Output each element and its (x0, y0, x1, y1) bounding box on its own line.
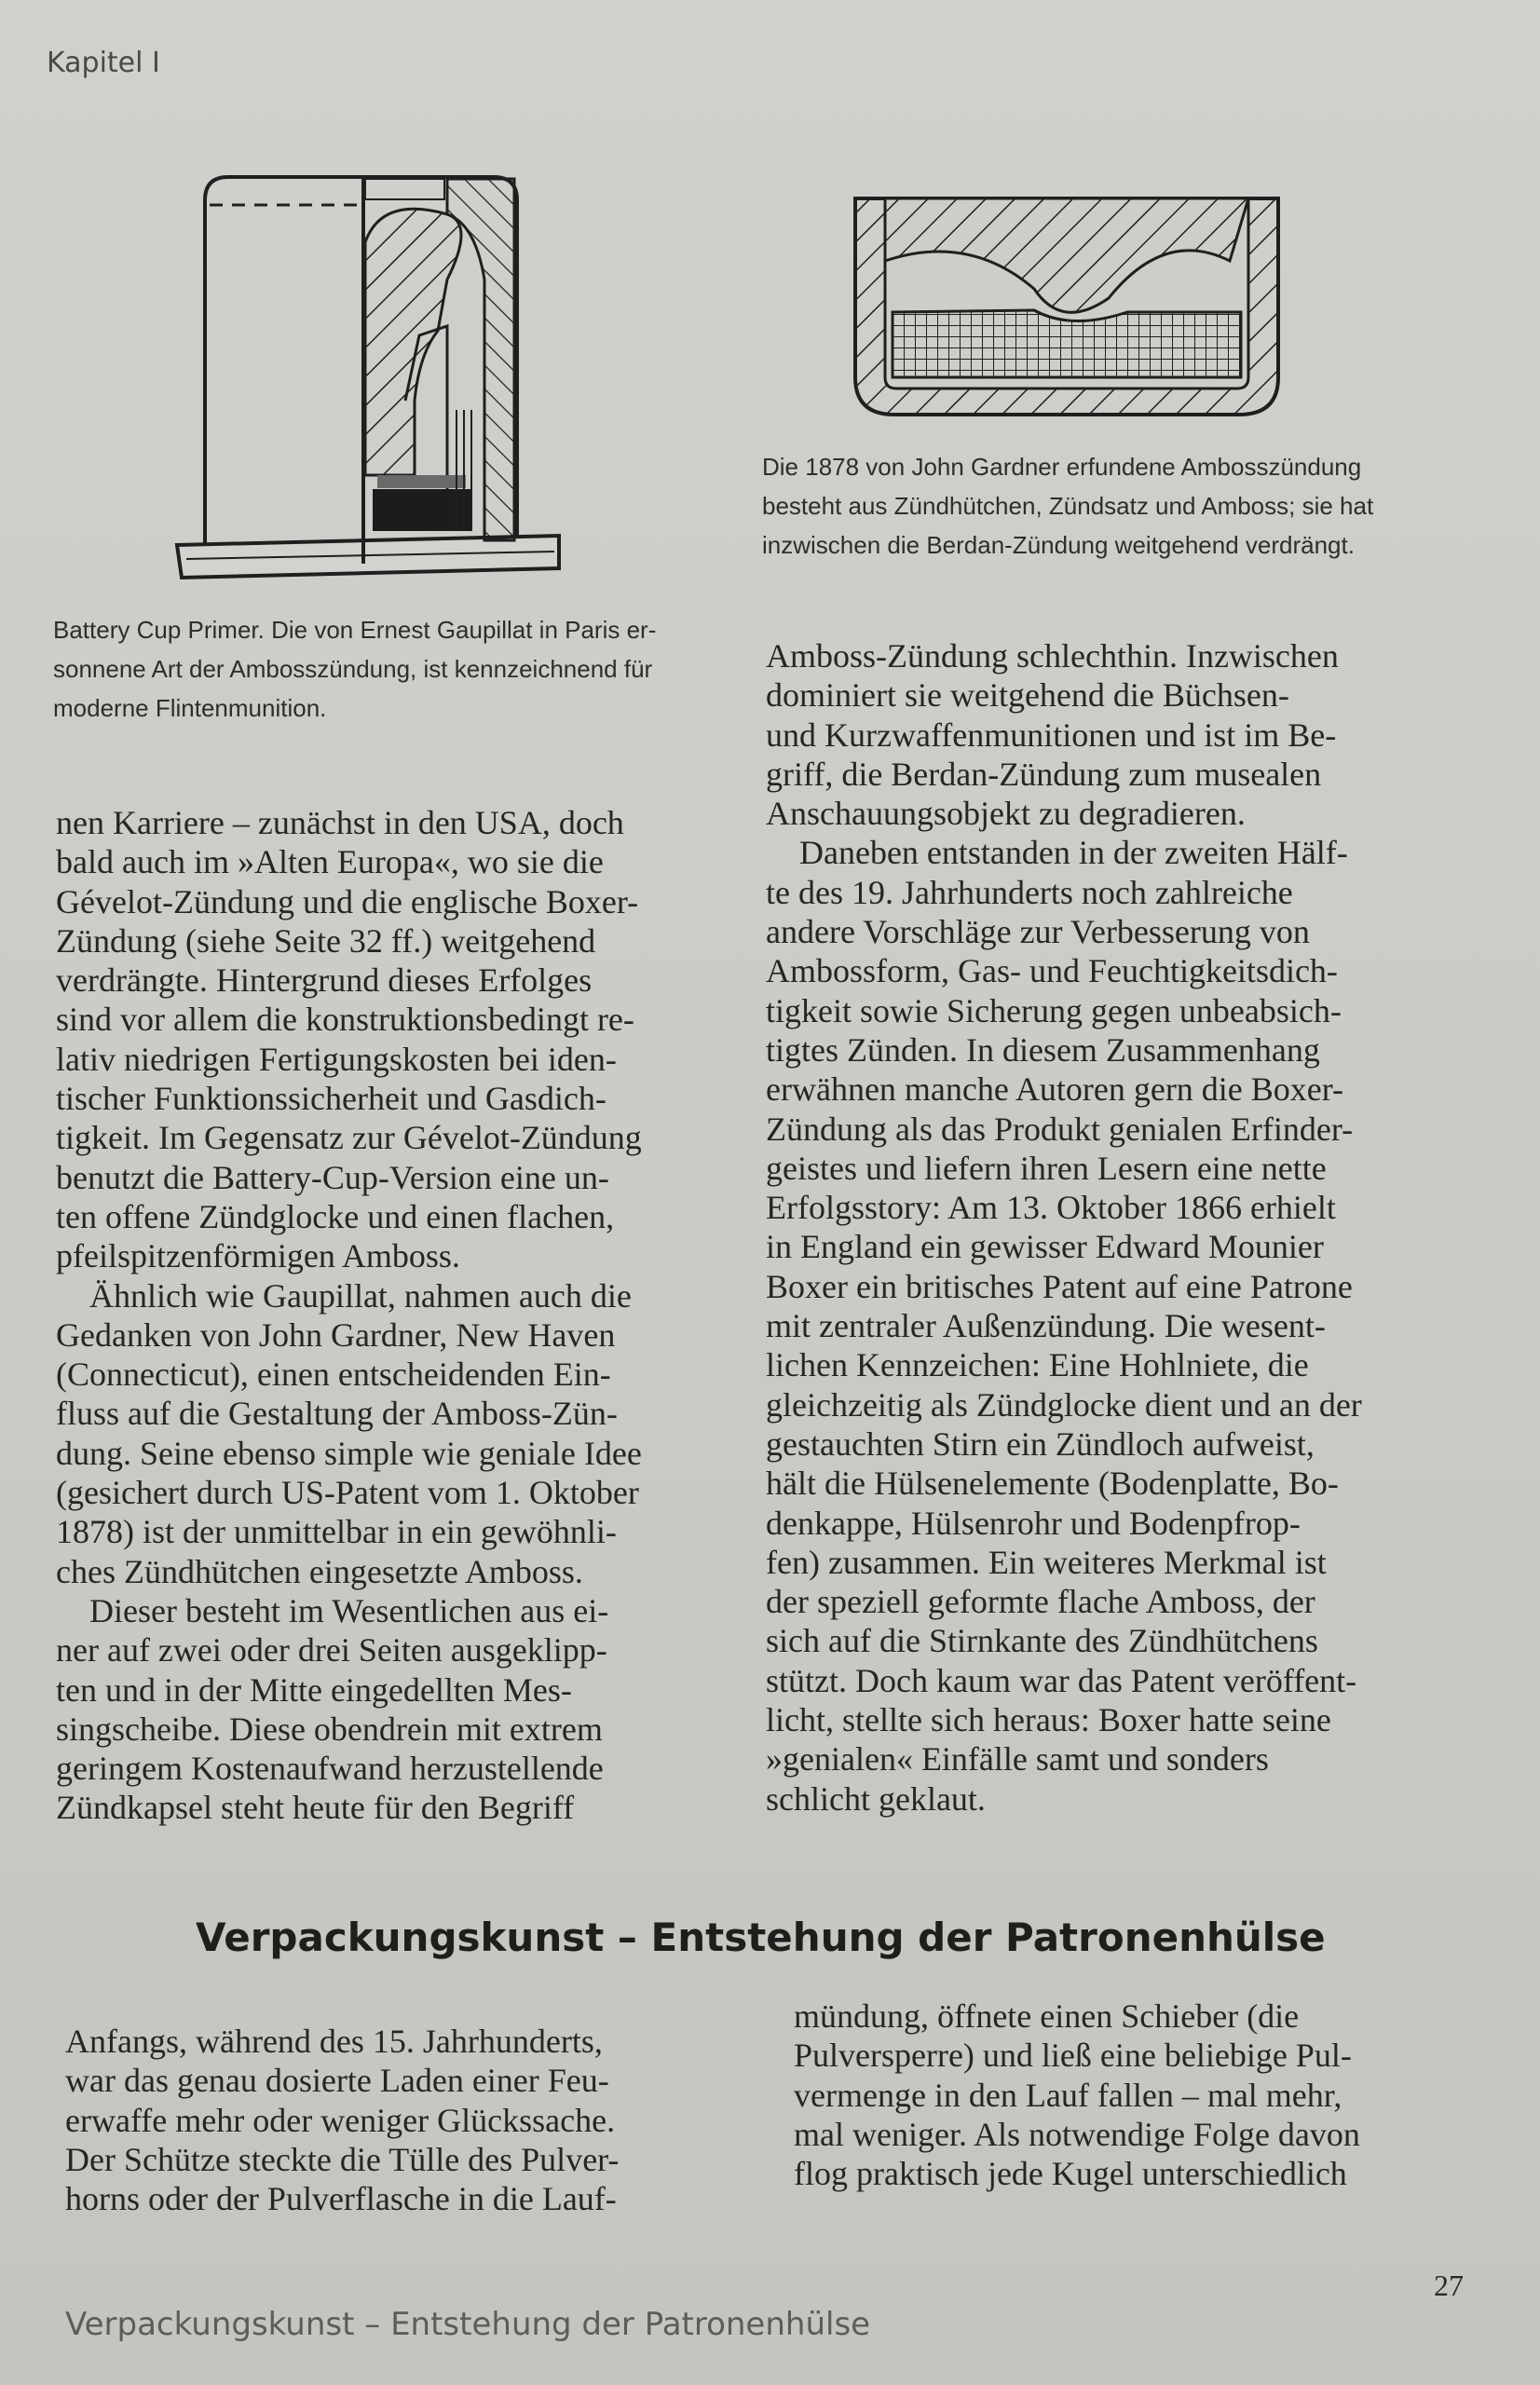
text-line: Zündung als das Produkt genialen Erfinder- (766, 1110, 1354, 1148)
text-line: denkappe, Hülsenrohr und Bodenpfrop- (766, 1504, 1301, 1542)
text-line: tigtes Zünden. In diesem Zusammenhang (766, 1030, 1320, 1069)
text-line: tischer Funktionssicherheit und Gasdich- (56, 1080, 606, 1118)
text-line: nen Karriere – zunächst in den USA, doch (56, 804, 624, 841)
text-line: der speziell geformte flache Amboss, der (766, 1583, 1315, 1621)
text-line: dominiert sie weitgehend die Büchsen- (766, 676, 1289, 715)
text-line: bald auch im »Alten Europa«, wo sie die (56, 843, 604, 881)
text-line: horns oder der Pulverflasche in die Lauf- (65, 2180, 617, 2218)
caption-line: Die 1878 von John Gardner erfundene Ambosszündung (762, 453, 1362, 481)
caption-line: moderne Flintenmunition. (53, 694, 327, 722)
caption-line: inzwischen die Berdan-Zündung weitgehend verdrängt. (762, 531, 1355, 559)
caption-right (762, 447, 1470, 565)
section-column-left (65, 2022, 731, 2218)
paragraph (794, 1997, 1463, 2193)
text-line: benutzt die Battery-Cup-Version eine un- (56, 1158, 609, 1196)
text-line: flog praktisch jede Kugel unterschiedlich (794, 2155, 1347, 2193)
text-line: Ambossform, Gas- und Feuchtigkeitsdich- (766, 952, 1338, 990)
caption-line: Battery Cup Primer. Die von Ernest Gaupillat in Paris er- (53, 616, 657, 644)
text-line: geistes und liefern ihren Lesern eine nette (766, 1149, 1327, 1187)
text-line: Anschauungsobjekt zu degradieren. (766, 795, 1246, 833)
paragraph (56, 1276, 727, 1315)
text-line: fen) zusammen. Ein weiteres Merkmal ist (766, 1543, 1327, 1581)
text-line: mit zentraler Außenzündung. Die wesent- (766, 1307, 1326, 1345)
paragraph (766, 873, 1460, 1819)
text-line: und Kurzwaffenmunitionen und ist im Be- (766, 716, 1337, 754)
text-line: mündung, öffnete einen Schieber (die (794, 1997, 1300, 2035)
paragraph (56, 1630, 727, 1827)
text-line: Zündkapsel steht heute für den Begriff (56, 1789, 575, 1827)
text-line: ten offene Zündglocke und einen flachen, (56, 1197, 615, 1235)
text-line: Dieser besteht im Wesentlichen aus ei- (89, 1591, 609, 1629)
caption-line: sonnene Art der Ambosszündung, ist kennzeichnend für (53, 655, 653, 683)
text-line: Erfolgsstory: Am 13. Oktober 1866 erhielt (766, 1189, 1336, 1227)
section-column-right (794, 1997, 1463, 2193)
text-line: dung. Seine ebenso simple wie geniale Idee (56, 1434, 642, 1472)
text-line: vermenge in den Lauf fallen – mal mehr, (794, 2076, 1342, 2114)
gardner-anvil-primer-diagram (848, 191, 1286, 424)
paragraph (56, 1315, 727, 1591)
text-line: fluss auf die Gestaltung der Amboss-Zün- (56, 1395, 618, 1433)
text-line: erwähnen manche Autoren gern die Boxer- (766, 1070, 1344, 1109)
paragraph (766, 833, 1460, 872)
text-line: hält die Hülsenelemente (Bodenplatte, Bo- (766, 1465, 1339, 1503)
paragraph (65, 2022, 731, 2218)
text-line: gestauchten Stirn ein Zündloch aufweist, (766, 1424, 1315, 1463)
caption-line: besteht aus Zündhütchen, Zündsatz und Amboss; sie hat (762, 492, 1374, 520)
text-line: Daneben entstanden in der zweiten Hälf- (799, 834, 1348, 872)
text-line: »genialen« Einfälle samt und sonders (766, 1740, 1269, 1779)
text-line: tigkeit sowie Sicherung gegen unbeabsich- (766, 991, 1342, 1029)
text-line: Anfangs, während des 15. Jahrhunderts, (65, 2023, 603, 2060)
text-line: lichen Kennzeichen: Eine Hohlniete, die (766, 1346, 1309, 1384)
column-right (766, 636, 1460, 1819)
section-title: Verpackungskunst – Entstehung der Patronenhülse (196, 1915, 1326, 1960)
text-line: tigkeit. Im Gegensatz zur Gévelot-Zündung (56, 1119, 642, 1157)
text-line: gleichzeitig als Zündglocke dient und an der (766, 1385, 1362, 1424)
text-line: (Connecticut), einen entscheidenden Ein- (56, 1356, 611, 1394)
running-footer: Verpackungskunst – Entstehung der Patronenhülse (65, 2306, 871, 2343)
paragraph (766, 636, 1460, 833)
text-line: Der Schütze steckte die Tülle des Pulver- (65, 2140, 620, 2178)
text-line: ches Zündhütchen eingesetzte Amboss. (56, 1552, 583, 1590)
text-line: Ähnlich wie Gaupillat, nahmen auch die (89, 1276, 632, 1315)
paragraph (56, 1591, 727, 1630)
text-line: schlicht geklaut. (766, 1779, 986, 1818)
text-line: Gévelot-Zündung und die englische Boxer- (56, 882, 639, 920)
text-line: ten und in der Mitte eingedellten Mes- (56, 1670, 572, 1709)
text-line: sind vor allem die konstruktionsbedingt re- (56, 1001, 634, 1039)
column-left (56, 803, 727, 1828)
text-line: stützt. Doch kaum war das Patent veröffent- (766, 1661, 1357, 1699)
text-line: geringem Kostenaufwand herzustellende (56, 1750, 604, 1788)
battery-cup-primer-diagram (168, 168, 578, 587)
text-line: Gedanken von John Gardner, New Haven (56, 1315, 616, 1354)
text-line: Pulversperre) und ließ eine beliebige Pul- (794, 2037, 1352, 2075)
running-head: Kapitel I (47, 47, 160, 79)
page-number: 27 (1434, 2269, 1464, 2302)
text-line: Boxer ein britisches Patent auf eine Patrone (766, 1267, 1353, 1305)
text-line: sich auf die Stirnkante des Zündhütchens (766, 1622, 1318, 1660)
text-line: 1878) ist der unmittelbar in ein gewöhnli- (56, 1513, 617, 1551)
text-line: andere Vorschläge zur Verbesserung von (766, 913, 1310, 951)
text-line: war das genau dosierte Laden einer Feu- (65, 2062, 609, 2100)
text-line: erwaffe mehr oder weniger Glückssache. (65, 2101, 616, 2139)
text-line: in England ein gewisser Edward Mounier (766, 1228, 1324, 1266)
text-line: lativ niedrigen Fertigungskosten bei iden- (56, 1040, 617, 1078)
text-line: Amboss-Zündung schlechthin. Inzwischen (766, 637, 1339, 675)
text-line: Zündung (siehe Seite 32 ff.) weitgehend (56, 921, 596, 960)
text-line: ner auf zwei oder drei Seiten ausgeklipp- (56, 1631, 607, 1670)
text-line: singscheibe. Diese obendrein mit extrem (56, 1710, 603, 1748)
caption-left (53, 610, 705, 728)
text-line: te des 19. Jahrhunderts noch zahlreiche (766, 873, 1293, 911)
text-line: mal weniger. Als notwendige Folge davon (794, 2115, 1360, 2153)
text-line: verdrängte. Hintergrund dieses Erfolges (56, 961, 593, 1000)
paragraph (56, 803, 727, 1276)
text-line: licht, stellte sich heraus: Boxer hatte seine (766, 1701, 1331, 1739)
text-line: (gesichert durch US-Patent vom 1. Oktober (56, 1474, 639, 1512)
text-line: griff, die Berdan-Zündung zum musealen (766, 755, 1322, 793)
text-line: pfeilspitzenförmigen Amboss. (56, 1237, 460, 1275)
